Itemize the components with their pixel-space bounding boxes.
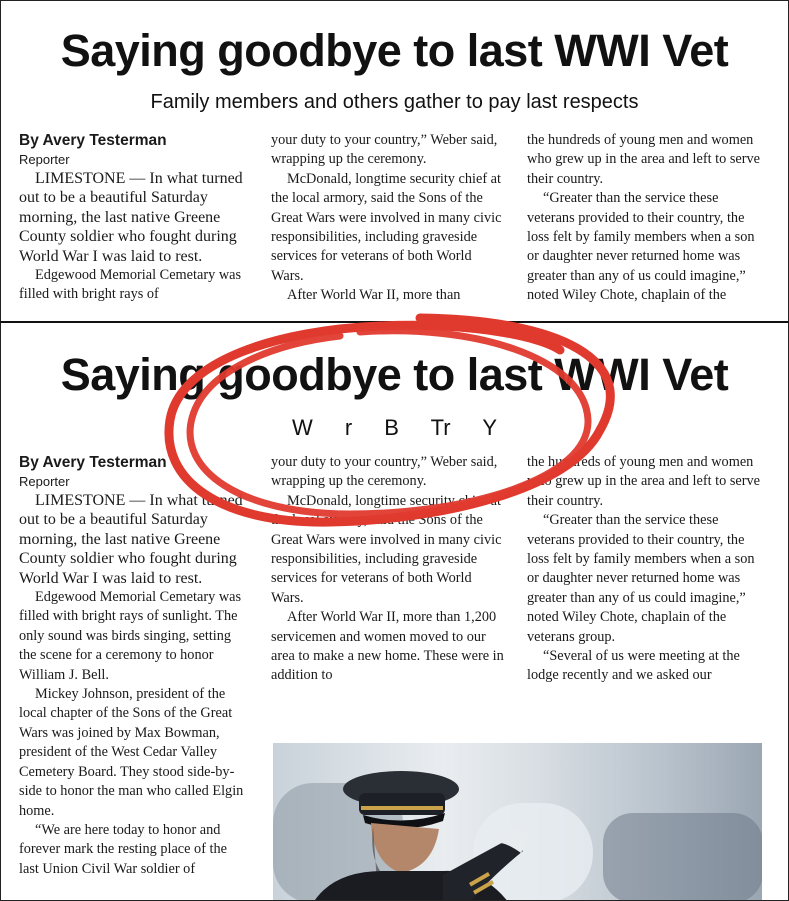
headline: Saying goodbye to last WWI Vet	[60, 25, 729, 76]
paragraph: After World War II, more than 1,200 servicemen and women moved to our area to make a new home. These were in addition to	[271, 609, 504, 684]
paragraph: your duty to your country,” Weber said, wrapping up the ceremony.	[271, 132, 498, 168]
article-photo	[273, 743, 762, 901]
byline: By Avery Testerman	[19, 454, 167, 471]
top-article-panel	[0, 0, 789, 322]
paragraph: LIMESTONE — In what turned out to be a beautiful Saturday morning, the last native Greene County soldier who fought during World War I was laid to rest.	[19, 170, 243, 265]
paragraph: “We are here today to honor and forever mark the resting place of the last Union Civil War soldier of	[19, 821, 228, 877]
paragraph: After World War II, more than	[287, 287, 461, 304]
paragraph: Edgewood Memorial Cemetary was filled with bright rays of sunlight. The only sound was birds singing, setting the scene for a ceremony to honor William J. Bell.	[19, 589, 242, 683]
paragraph: “Several of us were meeting at the lodge recently and we asked our	[527, 648, 740, 684]
column-2	[271, 453, 507, 686]
column-3	[527, 453, 767, 686]
paragraph: the hundreds of young men and women who grew up in the area and left to serve their country.	[527, 132, 761, 187]
paragraph: your duty to your country,” Weber said, wrapping up the ceremony.	[271, 454, 498, 490]
column-1	[19, 131, 249, 305]
subhead: Family members and others gather to pay last respects	[150, 91, 639, 113]
paragraph: LIMESTONE — In what turned out to be a beautiful Saturday morning, the last native Greene County soldier who fought during World War I was laid to rest.	[19, 492, 243, 587]
paragraph: the hundreds of young men and women who grew up in the area and left to serve their country.	[527, 454, 761, 509]
bottom-article-panel	[0, 321, 789, 901]
paragraph: Edgewood Memorial Cemetary was filled with bright rays of	[19, 267, 242, 303]
paragraph: McDonald, longtime security chief at the local armory, said the Sons of the Great Wars were involved in many civic responsibilities, including graveside services for veterans of both World Wars.	[271, 170, 502, 284]
subhead-broken: W r B Tr Y	[291, 415, 498, 440]
column-2	[271, 131, 507, 306]
paragraph: McDonald, longtime security chief at the local armory, said the Sons of the Great Wars were involved in many civic responsibilities, including graveside services for veterans of both World Wars.	[271, 492, 502, 606]
paragraph: Mickey Johnson, president of the local chapter of the Sons of the Great Wars was joined by Max Bowman, president of the West Cedar Valley Cemetery Board. They stood side-by-side to honor the man who called Elgin home.	[19, 686, 244, 819]
saluting-officer-illustration	[273, 743, 762, 901]
byline: By Avery Testerman	[19, 132, 167, 149]
column-3	[527, 131, 767, 306]
paragraph: “Greater than the service these veterans provided to their country, the loss felt by family members when a son or daughter never returned home was greater than any of us could imagine,” noted Wiley Chote, chaplain of the veterans group.	[527, 512, 755, 645]
byline-role: Reporter	[19, 152, 70, 167]
column-1	[19, 453, 249, 879]
paragraph: “Greater than the service these veterans provided to their country, the loss felt by family members when a son or daughter never returned home was greater than any of us could imagine,” noted Wiley Chote, chaplain of the	[527, 190, 755, 304]
headline: Saying goodbye to last WWI Vet	[60, 349, 729, 400]
byline-role: Reporter	[19, 474, 70, 489]
